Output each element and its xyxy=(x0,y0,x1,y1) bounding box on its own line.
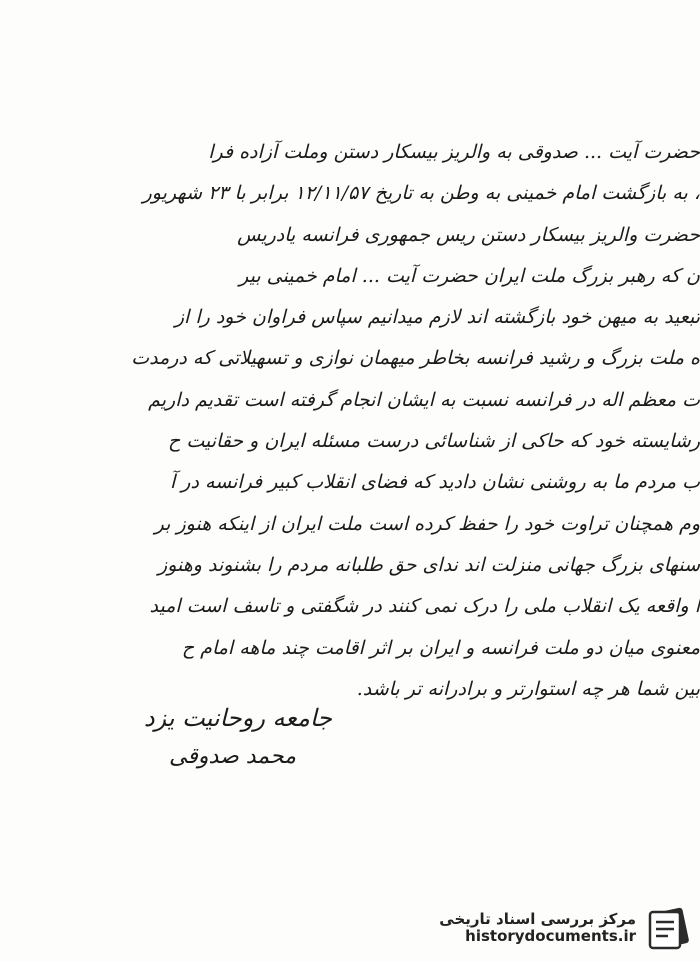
signature-organization: جامعه روحانیت یزد xyxy=(143,704,332,732)
watermark-title: مرکز بررسی اسناد تاریخی xyxy=(439,909,636,928)
letter-line: ه ملت بزرگ و رشید فرانسه بخاطر میهمان نوازی و تسهیلاتی که درمدت xyxy=(131,347,700,370)
letter-line: ا واقعه یک انقلاب ملی را درک نمی کنند در شگفتی و تاسف است امید xyxy=(149,595,700,618)
watermark-text xyxy=(439,911,636,946)
signature-name: محمد صدوقی xyxy=(169,744,296,769)
letter-line: معنوی میان دو ملت فرانسه و ایران بر اثر اقامت چند ماهه امام ح xyxy=(181,636,700,659)
letter-line: حضرت والریز بیسکار دستن ریس جمهوری فرانسه یادریس xyxy=(237,223,700,246)
letter-line: سنهای بزرگ جهانی منزلت اند ندای حق طلبانه مردم را بشنوند وهنوز xyxy=(158,553,700,576)
archive-watermark xyxy=(439,904,692,952)
letter-line: رشایسته خود که حاکی از شناسائی درست مسئله ایران و حقانیت ح xyxy=(168,430,700,453)
letter-line: ، به بازگشت امام خمینی به وطن به تاریخ ۱۲/۱۱/۵۷ برابر با ۲۳ شهریور xyxy=(142,182,700,205)
letter-line: ب مردم ما به روشنی نشان دادید که فضای انقلاب کبیر فرانسه در آ xyxy=(169,471,700,494)
letter-line: ت معظم اله در فرانسه نسبت به ایشان انجام گرفته است تقدیم داریم xyxy=(148,388,700,411)
letter-line: تبعید به میهن خود بازگشته اند لازم میدانیم سپاس فراوان خود را از xyxy=(174,306,700,329)
letter-body xyxy=(62,132,700,710)
letter-line: ن که رهبر بزرگ ملت ایران حضرت آیت ... امام خمینی بیر xyxy=(239,264,700,287)
document-center-logo-icon xyxy=(644,904,692,952)
letter-line: بین شما هر چه استوارتر و برادرانه تر باشد. xyxy=(356,677,700,700)
letter-line: حضرت آیت ... صدوقی به والریز بیسکار دستن وملت آزاده فرا xyxy=(208,141,700,163)
letter-line: وم همچنان تراوت خود را حفظ کرده است ملت ایران از اینکه هنوز بر xyxy=(154,512,700,535)
watermark-url: historydocuments.ir xyxy=(465,927,636,945)
